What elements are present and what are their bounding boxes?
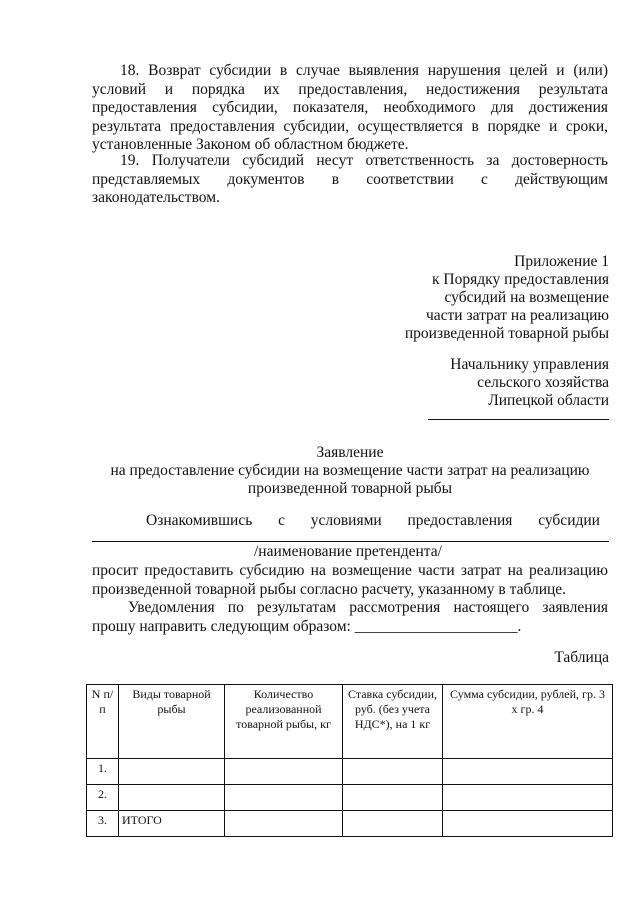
applicant-caption: /наименование претендента/ bbox=[254, 543, 442, 560]
table-header-row bbox=[87, 685, 613, 759]
cell-quantity[interactable] bbox=[225, 759, 343, 785]
paragraph-18: 18. Возврат субсидии в случае выявления нарушения целей и (или) условий и порядка их предоставления, недостижения результата предоставления субсидии, показателя, необходимого для достижения результата предоставления субсидии, осуществляется в порядке и сроки, установленные Законом об областном бюджете. bbox=[92, 62, 608, 153]
cell-fish-type[interactable] bbox=[119, 759, 225, 785]
addressee-line: сельского хозяйства bbox=[477, 374, 609, 391]
appendix-line: субсидий на возмещение bbox=[444, 289, 609, 306]
cell-rate[interactable] bbox=[343, 811, 443, 837]
header-fish-type: Виды товарной рыбы bbox=[119, 685, 225, 759]
header-subsidy-sum: Сумма субсидии, рублей, гр. 3 х гр. 4 bbox=[443, 685, 613, 759]
intro-word: Ознакомившись bbox=[146, 512, 253, 529]
applicant-name-line[interactable] bbox=[92, 541, 609, 542]
request-paragraph: просит предоставить субсидию на возмещение части затрат на реализацию произведенной товарной рыбы согласно расчету, указанному в таблице. bbox=[92, 562, 608, 598]
intro-line bbox=[146, 512, 600, 531]
table-label: Таблица bbox=[554, 649, 609, 666]
appendix-line: произведенной товарной рыбы bbox=[404, 325, 609, 342]
cell-subsidy-sum[interactable] bbox=[443, 811, 613, 837]
table-row bbox=[87, 785, 613, 811]
appendix-line: части затрат на реализацию bbox=[425, 307, 609, 324]
intro-word: предоставления bbox=[407, 512, 513, 529]
cell-number: 2. bbox=[87, 785, 119, 811]
paragraph-19: 19. Получатели субсидий несут ответственность за достоверность представляемых документов в соответствии с действующим законодательством. bbox=[92, 152, 608, 206]
table-row bbox=[87, 811, 613, 837]
intro-word: условиями bbox=[310, 512, 382, 529]
application-title: Заявление bbox=[316, 444, 384, 461]
cell-rate[interactable] bbox=[343, 785, 443, 811]
subsidy-table bbox=[86, 684, 613, 837]
cell-fish-type[interactable] bbox=[119, 785, 225, 811]
cell-quantity[interactable] bbox=[225, 785, 343, 811]
application-subtitle-line-2: произведенной товарной рыбы bbox=[247, 480, 453, 497]
cell-rate[interactable] bbox=[343, 759, 443, 785]
table-row bbox=[87, 759, 613, 785]
cell-quantity[interactable] bbox=[225, 811, 343, 837]
intro-word: с bbox=[278, 512, 285, 529]
cell-subsidy-sum[interactable] bbox=[443, 785, 613, 811]
appendix-line: к Порядку предоставления bbox=[432, 271, 609, 288]
addressee-blank-line[interactable] bbox=[428, 419, 609, 420]
header-quantity: Количество реализованной товарной рыбы, кг bbox=[225, 685, 343, 759]
appendix-line: Приложение 1 bbox=[514, 253, 609, 270]
cell-number: 1. bbox=[87, 759, 119, 785]
application-subtitle-line-1: на предоставление субсидии на возмещение части затрат на реализацию bbox=[110, 462, 590, 479]
addressee-line: Липецкой области bbox=[488, 392, 609, 409]
addressee-line: Начальнику управления bbox=[450, 356, 609, 373]
cell-subsidy-sum[interactable] bbox=[443, 759, 613, 785]
cell-total-label: ИТОГО bbox=[119, 811, 225, 837]
header-rate: Ставка субсидии, руб. (без учета НДС*), на 1 кг bbox=[343, 685, 443, 759]
intro-word: субсидии bbox=[538, 512, 600, 529]
cell-number: 3. bbox=[87, 811, 119, 837]
header-number: N п/п bbox=[87, 685, 119, 759]
notify-paragraph: Уведомления по результатам рассмотрения настоящего заявления прошу направить следующим образом: _____________________. bbox=[92, 599, 608, 635]
